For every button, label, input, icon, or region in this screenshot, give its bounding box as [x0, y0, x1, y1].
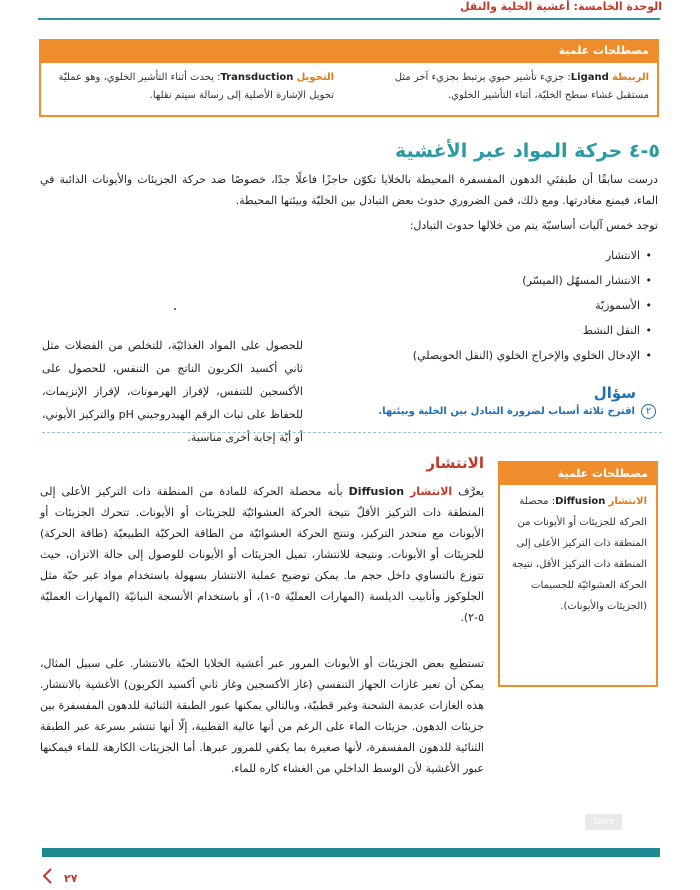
save-button[interactable]: Save [585, 814, 622, 830]
stray-dot [174, 308, 176, 310]
glossary-box-top [39, 39, 659, 117]
glossary-side-title: مصطلحات علمية [500, 463, 656, 485]
def-transduction: : يحدث أثناء التأشير الخلوي، وهو عمليّة تحويل الإشارة الأصلية إلى رسالة سيتم نقلها. [58, 72, 334, 101]
unit-title: الوحدة الخامسة: أغشية الخلية والنقل [459, 0, 662, 13]
question-heading: سؤال [593, 384, 636, 402]
mechanisms-lead: توجد خمس آليات أساسيّة يتم من خلالها حدوث التبادل: [409, 219, 658, 232]
glossary-entry-transduction [49, 69, 334, 105]
list-item: • الإدخال الخلوي والإخراج الخلوي (النقل الحويصلي) [310, 343, 640, 368]
term-transduction: التحويل [296, 72, 334, 83]
list-item: • الأسموزيّة [310, 293, 640, 318]
intro-paragraph: درست سابقًا أن طبقتَي الدهون المفسفرة المحيطة بالخلايا تكوّن حاجزًا فاعلًا جدًا، خصوصًا ضد حركة الجزيئات والأيونات الذائبة في الماء، فيمنع مغادرتها. ومع ذلك، فمن الضروري حدوث بعض التبادل بين الخليّة وبيئتها المحيطة. [40, 173, 658, 207]
glossary-box-side [498, 461, 658, 687]
list-item: • النقل النشط [310, 318, 640, 343]
diffusion-paragraph-2: تستطيع بعض الجزيئات أو الأيونات المرور عبر أغشية الخلايا الحيّة بالانتشار. على سبيل المثال، يمكن أن تعبر غازات الجهاز التنفسي (غاز الأكسجين وغاز ثاني أكسيد الكربون) الأغشية بالانتشار. هذه الغازات عديمة الشحنة وغير قطبيّة، وبالتالي يمكنها عبور الطبقة الثنائية للدهون المفسفرة بين جزيئات الدهون. جزيئات الماء على الرغم من أنها عالية القطبية، إلّا أنها تنتشر بسرعة عبر الطبقة الثنائية للدهون المفسفرة، لأنها صغيرة بما يكفي للمرور عبرها. أما الجزيئات الكارهة للماء فيمكنها عبور الأغشية لأن الوسط الداخلي من الغشاء كاره للماء. [40, 657, 484, 775]
def-ligand: : جزيء تأشير حيوي يرتبط بجزيء آخر مثل مستقبل غشاء سطح الخليّة، أثناء التأشير الخلوي. [394, 72, 649, 101]
term-transduction-en: Transduction [220, 72, 294, 83]
list-item: • الانتشار المسهّل (الميسّر) [310, 268, 640, 293]
p1-rest: بأنه محصلة الحركة للمادة من المنطقة ذات التركيز الأعلى إلى المنطقة ذات التركيز الأقلّ نتيجة الحركة العشوائيّة للجزيئات أو الأيونات. تتحرك الجزيئات أو الأيونات مع منحدر التركيز، وتنتج الحركة العشوائيّة من الطاقة الحركيّة الطبيعيّة (طاقة الحركة) للجزيئات أو الأيونات. ونتيجة للانتشار، تميل الجزيئات أو الأيونات للوصول إلى حالة الاتزان، حيث تتوزع بالتساوي داخل حجم ما. يمكن توضيح عملية الانتشار بسهولة باستخدام مواد غير حيّة مثل الجلوكوز وأنابيب الديلسة (المهارات العمليّة ٥-١)، أو باستخدام الأنسجة النباتيّة (المهارات العمليّة ٥-٢). [40, 485, 484, 624]
list-item: • الانتشار [310, 243, 640, 268]
side-def: محصلة الحركة للجزيئات أو الأيونات من المنطقة ذات التركيز الأعلى إلى المنطقة ذات التركيز الأقل، نتيجة الحركة العشوائيّة للجسيمات (الجزيئات والأيونات). [512, 496, 647, 612]
question-text: اقترح ثلاثة أسباب لضرورة التبادل بين الخلية وبيئتها. [378, 406, 635, 417]
diffusion-heading: الانتشار [426, 454, 484, 472]
diffusion-paragraph-1 [40, 481, 484, 628]
term-ligand-en: Ligand [570, 72, 609, 83]
glossary-entry-diffusion: الانتشار Diffusion: محصلة الحركة للجزيئات أو الأيونات من المنطقة ذات التركيز الأعلى إلى المنطقة ذات التركيز الأقل، نتيجة الحركة العشوائيّة للجسيمات (الجزيئات والأيونات). [512, 496, 647, 612]
question-number-badge: ٢ [641, 404, 656, 419]
footer-bar [42, 848, 660, 857]
p1-start: يعرَّف [452, 485, 484, 498]
answer-note: للحصول على المواد الغذائيّة، للتخلص من الفضلات مثل ثاني أكسيد الكربون الناتج من التنفس، للحصول على الأكسجين للتنفس، لإفراز الهرمونات، لإفراز الإنزيمات، للحفاظ على ثبات الرقم الهيدروجيني pH والتركيز الأيوني، أو أيّة إجابة أخرى مناسبة. [42, 339, 303, 444]
header-divider [38, 18, 660, 20]
p1-term-en: Diffusion [348, 485, 405, 498]
question-item [378, 404, 656, 419]
side-term: الانتشار [608, 496, 647, 507]
chevron-left-icon[interactable] [40, 867, 56, 885]
p1-term: الانتشار [409, 485, 453, 498]
question-divider [42, 432, 662, 433]
side-term-en: Diffusion [555, 496, 606, 507]
glossary-entry-ligand [364, 69, 649, 105]
mechanisms-list [310, 243, 654, 368]
term-ligand: الربيطة [611, 72, 649, 83]
glossary-top-title: مصطلحات علمية [41, 41, 657, 63]
page-number: ٢٧ [64, 872, 78, 885]
section-title: ٥-٤ حركة المواد عبر الأغشية [394, 140, 660, 162]
